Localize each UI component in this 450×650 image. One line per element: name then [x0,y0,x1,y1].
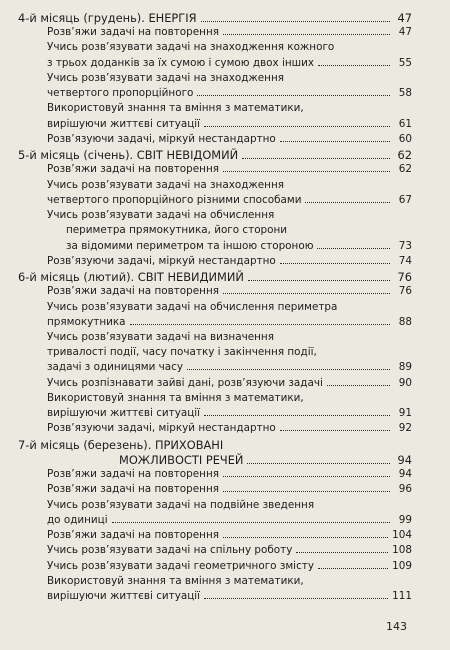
dot-leader [223,491,390,492]
entry-title: периметра прямокутника, його сторони [66,224,288,236]
dot-leader [280,141,390,142]
dot-leader [247,463,390,464]
page-ref: 99 [398,514,412,526]
toc-entry [47,57,412,69]
toc-entry-line [47,499,314,511]
toc-entry-line [47,392,304,404]
toc-entry [47,87,412,99]
toc-entry [47,468,412,480]
toc-entry [47,194,412,206]
toc-entry [47,316,412,328]
page-ref: 104 [392,529,412,541]
entry-title: Розв’яжи задачі на повторення [47,529,219,541]
toc-entry [47,590,412,602]
entry-title: Розв’яжи задачі на повторення [47,163,219,175]
entry-title: вирішуючи життєві ситуації [47,407,201,419]
page-ref: 62 [398,163,412,175]
page-ref: 74 [398,255,412,267]
toc-entry [47,422,412,434]
entry-title: вирішуючи життєві ситуації [47,590,201,602]
entry-title: Розв’яжи задачі на повторення [47,483,219,495]
dot-leader [280,430,390,431]
dot-leader [130,324,390,325]
toc-section-january [18,148,412,162]
toc-entry [47,514,412,526]
entry-title: Розв’яжи задачі на повторення [47,26,219,38]
page-ref: 76 [398,285,412,297]
toc-entry [47,407,412,419]
toc-section-march [119,453,412,467]
page-ref: 61 [398,118,412,130]
page-ref: 111 [392,590,412,602]
dot-leader [280,263,390,264]
entry-title: до одиниці [47,514,108,526]
page-ref: 89 [398,361,412,373]
dot-leader [223,34,390,35]
entry-title: Учись розв’язувати задачі на обчислення [47,209,275,221]
page-ref: 94 [397,453,412,467]
toc-entry [47,483,412,495]
toc-entry-line [47,179,284,191]
entry-title: тривалості події, часу початку і закінчення події, [47,346,317,358]
toc-entry [47,26,412,38]
page-ref: 62 [397,148,412,162]
entry-title: Учись розпізнавати зайві дані, розв’язуючи задачі [47,377,323,389]
dot-leader [296,552,388,553]
page-ref: 109 [392,560,412,572]
entry-title: Використовуй знання та вміння з математики, [47,102,304,114]
toc-entry [47,133,412,145]
dot-leader [318,65,390,66]
page-ref: 92 [398,422,412,434]
entry-title: Учись розв’язувати задачі на знаходження [47,179,284,191]
entry-title: Використовуй знання та вміння з математики, [47,575,304,587]
page-ref: 47 [398,26,412,38]
dot-leader [242,158,390,159]
entry-title: Учись розв’язувати задачі геометричного змісту [47,560,314,572]
toc-entry-line [47,301,337,313]
entry-title: Розв’яжи задачі на повторення [47,285,219,297]
entry-title: Учись розв’язувати задачі на обчислення периметра [47,301,338,313]
dot-leader [223,171,390,172]
dot-leader [223,476,390,477]
dot-leader [187,369,390,370]
dot-leader [305,202,390,203]
toc-entry-line [66,224,287,236]
toc-entry [47,255,412,267]
toc-section-december [18,11,412,25]
toc-entry-line [47,346,317,358]
toc-entry [47,163,412,175]
entry-title: Учись розв’язувати задачі на спільну роботу [47,544,293,556]
dot-leader [197,95,390,96]
dot-leader [223,537,388,538]
toc-entry [47,377,412,389]
entry-title: Учись розв’язувати задачі на знаходження [47,72,284,84]
entry-title: з трьох доданків за їх сумою і сумою двох інших [47,57,315,69]
toc-entry-line [47,72,284,84]
dot-leader [204,126,390,127]
toc-entry-line [47,209,274,221]
entry-title: Використовуй знання та вміння з математики, [47,392,304,404]
page-ref: 108 [392,544,412,556]
entry-title: Розв’язуючи задачі, міркуй нестандартно [47,255,276,267]
entry-title: Учись розв’язувати задачі на подвійне зведення [47,499,315,511]
dot-leader [204,415,390,416]
dot-leader [248,280,390,281]
page-ref: 96 [398,483,412,495]
page-ref: 60 [398,133,412,145]
entry-title: задачі з одиницями часу [47,361,184,373]
toc-section-february [18,270,412,284]
toc-entry-line [47,331,274,343]
dot-leader [223,293,390,294]
entry-title: прямокутника [47,316,126,328]
section-title: 7-й місяць (березень). ПРИХОВАНІ [18,438,224,452]
dot-leader [317,248,390,249]
toc-entry-line [47,575,304,587]
toc-entry [66,240,412,252]
dot-leader [204,598,388,599]
page-ref: 90 [398,377,412,389]
entry-title: Розв’язуючи задачі, міркуй нестандартно [47,422,276,434]
page-ref: 58 [398,87,412,99]
dot-leader [112,522,390,523]
entry-title: четвертого пропорційного [47,87,194,99]
entry-title: вирішуючи життєві ситуації [47,118,201,130]
page-ref: 88 [398,316,412,328]
toc-entry [47,285,412,297]
section-title: 5-й місяць (січень). СВІТ НЕВІДОМИЙ [18,148,239,162]
entry-title: Учись розв’язувати задачі на визначення [47,331,274,343]
page-ref: 55 [398,57,412,69]
section-title: МОЖЛИВОСТІ РЕЧЕЙ [119,453,244,467]
entry-title: Розв’яжи задачі на повторення [47,468,219,480]
dot-leader [327,385,390,386]
entry-title: Розв’язуючи задачі, міркуй нестандартно [47,133,276,145]
page-ref: 67 [398,194,412,206]
page-ref: 73 [398,240,412,252]
section-title: 4-й місяць (грудень). ЕНЕРГІЯ [18,11,197,25]
toc-entry [47,529,412,541]
page-number: 143 [386,620,407,633]
entry-title: четвертого пропорційного різними способами [47,194,302,206]
dot-leader [201,21,390,22]
section-title: 6-й місяць (лютий). СВІТ НЕВИДИМИЙ [18,270,244,284]
toc-entry [47,560,412,572]
toc-section-march-line [18,438,223,452]
toc-entry [47,544,412,556]
page-ref: 94 [398,468,412,480]
toc-entry [47,361,412,373]
entry-title: за відомими периметром та іншою стороною [66,240,314,252]
toc-entry-line [47,41,334,53]
toc-entry [47,118,412,130]
toc-entry-line [47,102,304,114]
entry-title: Учись розв’язувати задачі на знаходження кожного [47,41,335,53]
page-ref: 47 [397,11,412,25]
page-ref: 76 [397,270,412,284]
dot-leader [318,568,388,569]
page-ref: 91 [398,407,412,419]
